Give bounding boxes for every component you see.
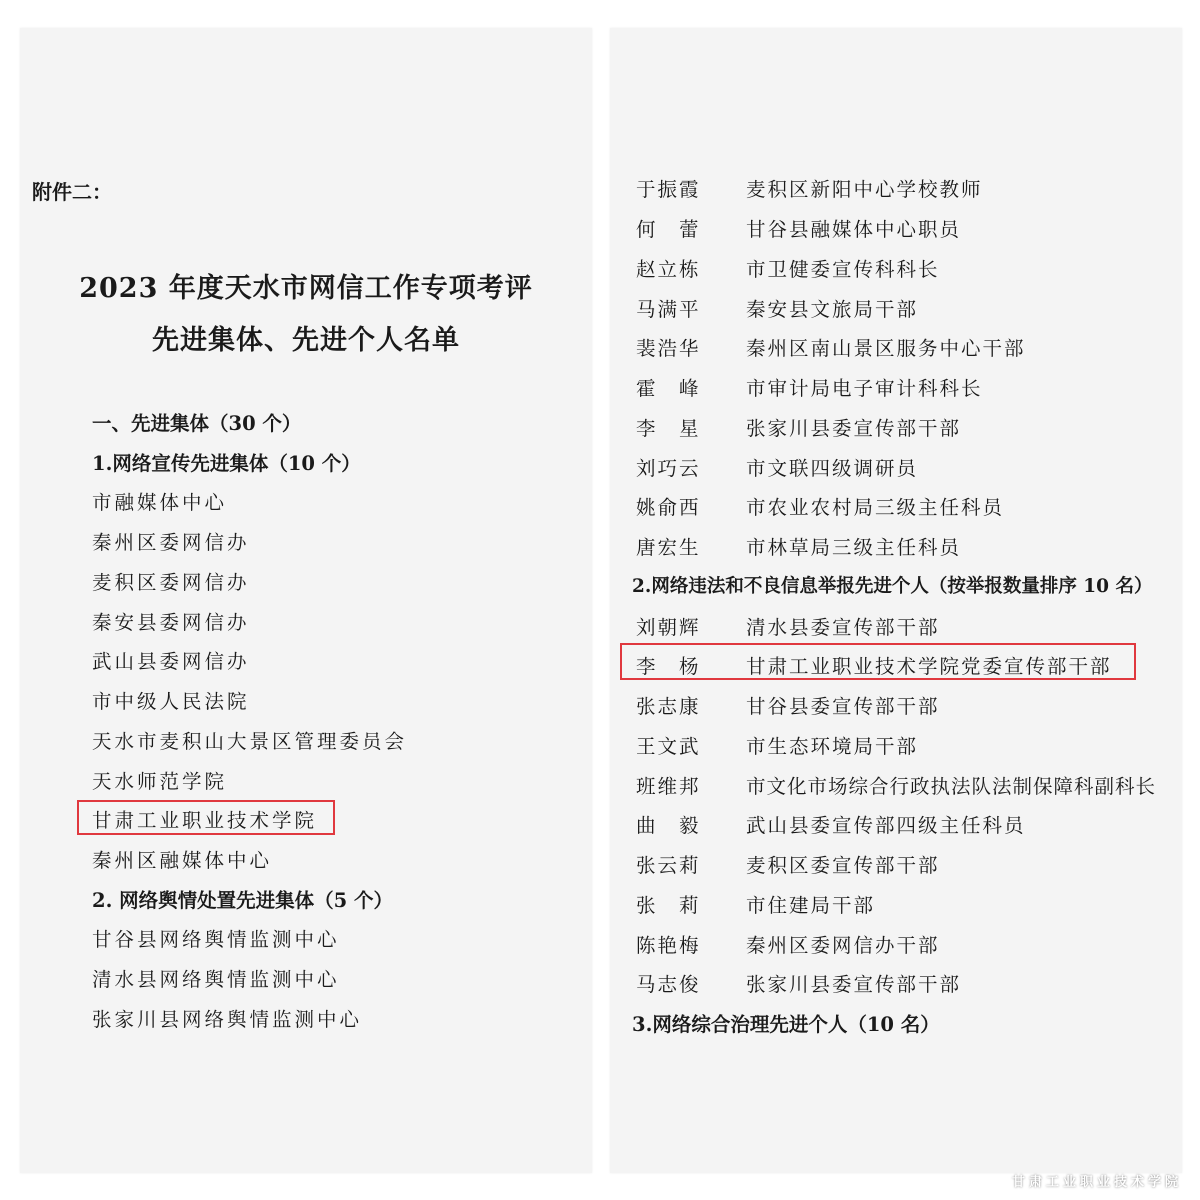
list-item-highlighted: 甘肃工业职业技术学院 [92, 809, 318, 832]
document-title-line1: 2023 年度天水市网信工作专项考评 [79, 273, 533, 304]
person-name: 王文武 [636, 735, 701, 758]
list-item: 秦安县委网信办 [92, 611, 250, 634]
person-name: 姚俞西 [636, 496, 701, 519]
person-org: 清水县委宣传部干部 [746, 616, 940, 639]
section-heading-collectives: 一、先进集体（30 个） [92, 412, 302, 435]
left-page [20, 28, 592, 1173]
highlight-box [77, 800, 335, 835]
person-name: 张云莉 [636, 854, 701, 877]
person-org: 甘谷县委宣传部干部 [746, 695, 940, 718]
person-name: 陈艳梅 [636, 934, 701, 957]
person-org: 市文化市场综合行政执法队法制保障科副科长 [746, 775, 1157, 798]
person-name: 裴浩华 [636, 337, 701, 360]
person-org: 市住建局干部 [746, 894, 876, 917]
person-name: 马满平 [636, 298, 701, 321]
list-item: 秦州区委网信办 [92, 531, 250, 554]
list-item: 天水市麦积山大景区管理委员会 [92, 730, 408, 753]
person-org: 张家川县委宣传部干部 [746, 973, 962, 996]
person-org: 甘谷县融媒体中心职员 [746, 218, 962, 241]
person-name: 班维邦 [636, 775, 701, 798]
person-name-highlighted: 李 杨 [636, 655, 701, 678]
list-item: 武山县委网信办 [92, 650, 250, 673]
list-item: 秦州区融媒体中心 [92, 849, 273, 872]
person-org: 市卫健委宣传科科长 [746, 258, 940, 281]
person-org: 秦州区委网信办干部 [746, 934, 940, 957]
person-name: 张志康 [636, 695, 701, 718]
attachment-label: 附件二： [32, 180, 112, 204]
person-name: 刘朝辉 [636, 616, 701, 639]
person-name: 李 星 [636, 417, 701, 440]
section-heading-governance: 3.网络综合治理先进个人（10 名） [632, 1013, 940, 1036]
section-heading-reporting: 2.网络违法和不良信息举报先进个人（按举报数量排序 10 名） [632, 576, 1153, 597]
list-item: 麦积区委网信办 [92, 571, 250, 594]
list-item: 天水师范学院 [92, 770, 228, 793]
person-org: 张家川县委宣传部干部 [746, 417, 962, 440]
subsection-heading-opinion: 2. 网络舆情处置先进集体（5 个） [92, 889, 394, 912]
person-org: 市农业农村局三级主任科员 [746, 496, 1005, 519]
list-item: 清水县网络舆情监测中心 [92, 968, 340, 991]
document-title-line2: 先进集体、先进个人名单 [152, 325, 460, 356]
person-name: 张 莉 [636, 894, 701, 917]
person-org: 麦积区委宣传部干部 [746, 854, 940, 877]
person-org: 武山县委宣传部四级主任科员 [746, 814, 1026, 837]
right-page [610, 28, 1182, 1173]
list-item: 市中级人民法院 [92, 690, 250, 713]
person-org: 秦州区南山景区服务中心干部 [746, 337, 1026, 360]
person-name: 马志俊 [636, 973, 701, 996]
person-name: 唐宏生 [636, 536, 701, 559]
person-org-highlighted: 甘肃工业职业技术学院党委宣传部干部 [746, 655, 1112, 678]
watermark-text: 甘肃工业职业技术学院 [1011, 1175, 1182, 1190]
person-name: 曲 毅 [636, 814, 701, 837]
person-org: 市文联四级调研员 [746, 457, 919, 480]
list-item: 张家川县网络舆情监测中心 [92, 1008, 363, 1031]
person-org: 市生态环境局干部 [746, 735, 919, 758]
subsection-heading-propaganda: 1.网络宣传先进集体（10 个） [92, 452, 361, 475]
list-item: 市融媒体中心 [92, 491, 228, 514]
person-name: 霍 峰 [636, 377, 701, 400]
person-org: 秦安县文旅局干部 [746, 298, 919, 321]
person-name: 何 蕾 [636, 218, 701, 241]
person-name: 赵立栋 [636, 258, 701, 281]
list-item: 甘谷县网络舆情监测中心 [92, 928, 340, 951]
person-org: 市审计局电子审计科科长 [746, 377, 983, 400]
highlight-box [620, 643, 1136, 680]
person-name: 刘巧云 [636, 457, 701, 480]
person-org: 市林草局三级主任科员 [746, 536, 962, 559]
person-name: 于振霞 [636, 178, 701, 201]
person-org: 麦积区新阳中心学校教师 [746, 178, 983, 201]
